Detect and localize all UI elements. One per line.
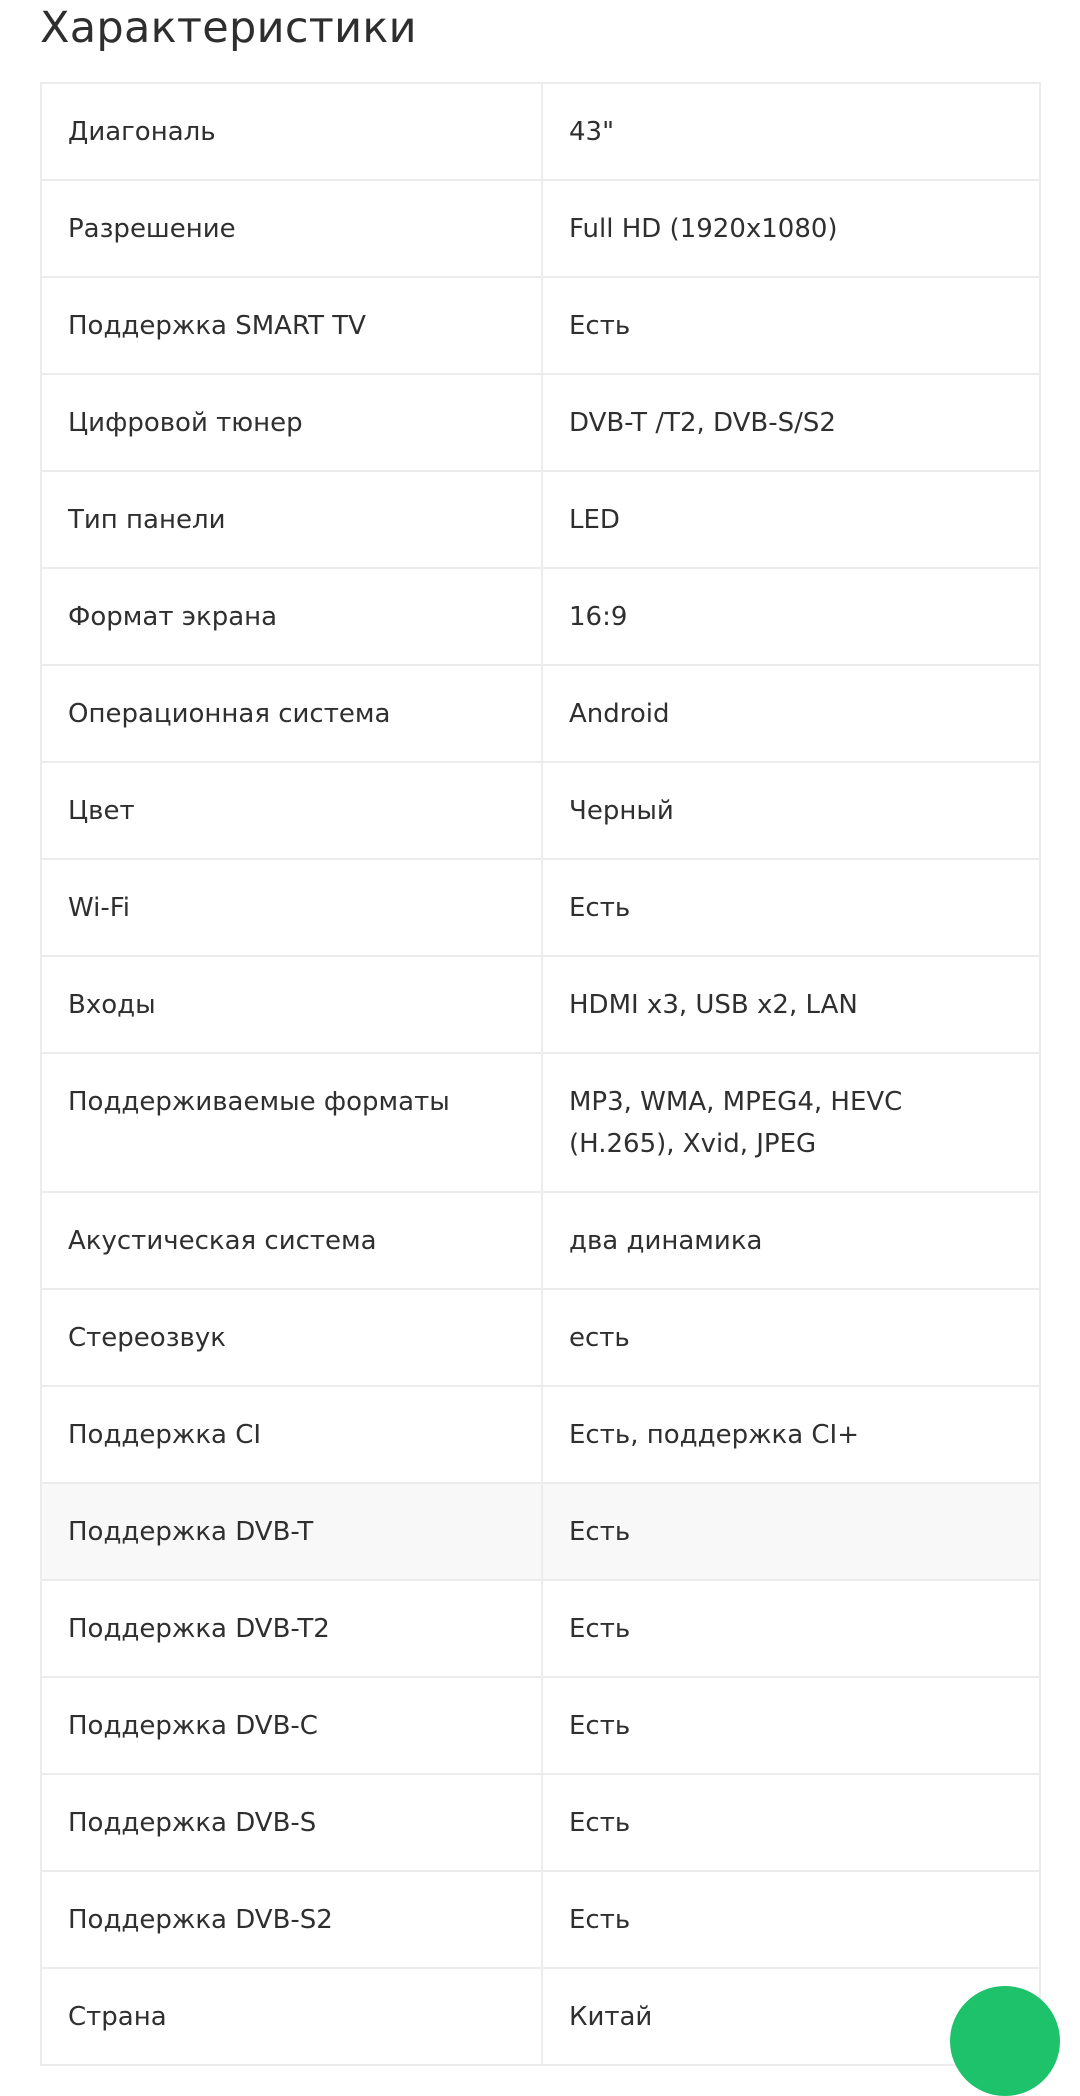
table-row xyxy=(41,859,1040,956)
spec-value: Китай xyxy=(542,1968,1040,2065)
spec-value: HDMI x3, USB x2, LAN xyxy=(542,956,1040,1053)
table-row xyxy=(41,1871,1040,1968)
spec-value: Full HD (1920x1080) xyxy=(542,180,1040,277)
spec-value: Есть xyxy=(542,1871,1040,1968)
spec-key: Страна xyxy=(41,1968,542,2065)
table-row xyxy=(41,471,1040,568)
spec-key: Wi-Fi xyxy=(41,859,542,956)
spec-key: Поддержка SMART TV xyxy=(41,277,542,374)
spec-key: Диагональ xyxy=(41,83,542,180)
table-row xyxy=(41,374,1040,471)
spec-value: Есть xyxy=(542,1774,1040,1871)
table-row xyxy=(41,180,1040,277)
spec-key: Цвет xyxy=(41,762,542,859)
table-row xyxy=(41,1483,1040,1580)
spec-value: 43" xyxy=(542,83,1040,180)
table-row xyxy=(41,1968,1040,2065)
chat-button[interactable] xyxy=(950,1986,1060,2096)
spec-key: Цифровой тюнер xyxy=(41,374,542,471)
spec-value: Есть xyxy=(542,1483,1040,1580)
table-row xyxy=(41,1386,1040,1483)
spec-key: Поддержка DVB-S2 xyxy=(41,1871,542,1968)
table-row xyxy=(41,1289,1040,1386)
spec-key: Поддержка DVB-C xyxy=(41,1677,542,1774)
table-row xyxy=(41,1580,1040,1677)
spec-key: Тип панели xyxy=(41,471,542,568)
spec-value: Есть xyxy=(542,277,1040,374)
table-row xyxy=(41,1192,1040,1289)
spec-key: Поддержка CI xyxy=(41,1386,542,1483)
table-row xyxy=(41,568,1040,665)
spec-value: Черный xyxy=(542,762,1040,859)
spec-key: Поддержка DVB-T2 xyxy=(41,1580,542,1677)
spec-key: Входы xyxy=(41,956,542,1053)
table-row xyxy=(41,277,1040,374)
specs-table xyxy=(40,82,1041,2066)
spec-value: Есть, поддержка CI+ xyxy=(542,1386,1040,1483)
spec-value: LED xyxy=(542,471,1040,568)
spec-key: Разрешение xyxy=(41,180,542,277)
table-row xyxy=(41,762,1040,859)
spec-key: Операционная система xyxy=(41,665,542,762)
spec-key: Формат экрана xyxy=(41,568,542,665)
spec-value: два динамика xyxy=(542,1192,1040,1289)
spec-key: Поддерживаемые форматы xyxy=(41,1053,542,1192)
spec-value: Есть xyxy=(542,1580,1040,1677)
spec-key: Стереозвук xyxy=(41,1289,542,1386)
spec-key: Поддержка DVB-T xyxy=(41,1483,542,1580)
spec-value: 16:9 xyxy=(542,568,1040,665)
spec-key: Акустическая система xyxy=(41,1192,542,1289)
table-row xyxy=(41,665,1040,762)
spec-value: есть xyxy=(542,1289,1040,1386)
table-row xyxy=(41,956,1040,1053)
table-row xyxy=(41,1677,1040,1774)
table-row xyxy=(41,1053,1040,1192)
spec-key: Поддержка DVB-S xyxy=(41,1774,542,1871)
spec-value: MP3, WMA, MPEG4, HEVC (H.265), Xvid, JPEG xyxy=(542,1053,1040,1192)
spec-value: Есть xyxy=(542,859,1040,956)
table-row xyxy=(41,1774,1040,1871)
table-row xyxy=(41,83,1040,180)
spec-value: Android xyxy=(542,665,1040,762)
spec-value: DVB-T /T2, DVB-S/S2 xyxy=(542,374,1040,471)
page-title: Характеристики xyxy=(40,3,417,53)
spec-value: Есть xyxy=(542,1677,1040,1774)
